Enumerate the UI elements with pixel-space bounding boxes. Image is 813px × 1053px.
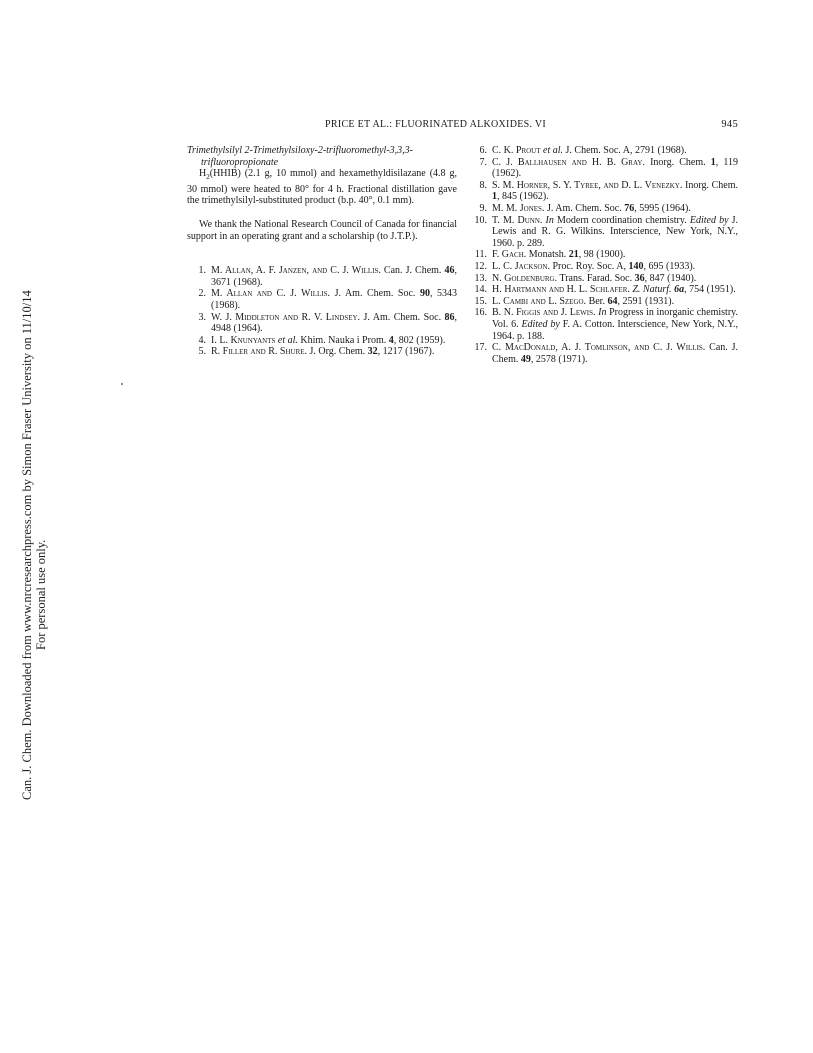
reference-edited-by: Edited by <box>521 318 560 330</box>
running-header <box>325 119 738 133</box>
reference-source: Progress in inorganic chemistry. Vol. 6. <box>492 307 739 330</box>
reference-source: Can. J. Chem. <box>383 265 442 277</box>
reference-etal: et al. <box>277 334 298 346</box>
right-column <box>468 145 738 365</box>
reference-number: 15. <box>474 295 487 307</box>
reference-authors: W. J. Middleton and R. V. Lindsey. <box>211 311 361 323</box>
reference-volume: 49 <box>520 353 531 365</box>
reference-in: In <box>545 214 554 226</box>
reference-authors: M. Allan and C. J. Willis. <box>211 288 331 300</box>
reference-pages: , 2591 (1931). <box>617 295 675 307</box>
left-column <box>187 145 457 358</box>
h2-subscript: 2 <box>206 173 210 182</box>
reference-volume: 46 <box>444 265 455 277</box>
scan-speck <box>121 383 123 385</box>
reference-item <box>468 342 738 365</box>
reference-source: J. Org. Chem. <box>309 346 366 358</box>
reference-authors: F. Gach. <box>492 249 527 261</box>
reference-number: 3. <box>198 311 206 323</box>
section-heading: Trimethylsilyl 2-Trimethylsiloxy-2-trifluoromethyl-3,3,3-trifluoropropionate <box>187 145 413 168</box>
reference-authors: T. M. Dunn. <box>492 214 543 226</box>
reference-number: 10. <box>474 214 487 226</box>
reference-number: 16. <box>474 307 487 319</box>
reference-in: In <box>598 307 607 319</box>
reference-number: 2. <box>198 288 206 300</box>
reference-authors: C. K. Prout <box>492 145 541 156</box>
reference-pages: , 119 (1962). <box>492 156 738 180</box>
reference-item <box>468 203 738 215</box>
reference-pages: , 98 (1900). <box>578 249 626 261</box>
reference-item <box>187 335 457 347</box>
reference-volume: 4 <box>388 334 394 346</box>
reference-source: Can. J. Chem. <box>492 342 739 365</box>
reference-pages: F. A. Cotton. Interscience, New York, N.Y., 1964. p. 188. <box>492 318 739 342</box>
reference-volume: 6a <box>674 284 685 296</box>
reference-source: Trans. Farad. Soc. <box>559 272 633 284</box>
reference-edited-by: Edited by <box>689 214 729 226</box>
reference-volume: 21 <box>568 249 579 261</box>
reference-pages: 2791 (1968). <box>632 145 687 156</box>
reference-number: 9. <box>479 202 487 214</box>
reference-authors: C. MacDonald, A. J. Tomlinson, and C. J. Willis. <box>492 342 706 354</box>
reference-authors: H. Hartmann and H. L. Schlafer. <box>492 284 630 296</box>
reference-item <box>187 346 457 358</box>
reference-authors: C. J. Ballhausen and H. B. Gray. <box>492 156 645 168</box>
reference-number: 17. <box>474 342 487 354</box>
reference-pages: , 1217 (1967). <box>377 346 435 358</box>
reference-number: 6. <box>479 145 487 156</box>
reference-number: 11. <box>474 249 487 261</box>
reference-pages: , 695 (1933). <box>643 260 696 272</box>
reference-item <box>187 288 457 311</box>
reference-source: Inorg. Chem. <box>685 179 738 191</box>
reference-pages: , 3671 (1968). <box>211 265 457 288</box>
reference-source: Inorg. Chem. <box>650 156 706 168</box>
procedure-paragraph <box>187 168 457 207</box>
reference-volume: 36 <box>634 272 645 284</box>
reference-etal: et al. <box>543 145 564 156</box>
reference-item <box>468 157 738 180</box>
reference-pages: J. Lewis and R. G. Wilkins. Interscience, New York, N.Y., 1960. p. 289. <box>492 214 739 249</box>
reference-authors: L. C. Jackson. <box>492 260 550 272</box>
reference-number: 12. <box>474 260 487 272</box>
reference-pages: , 847 (1940). <box>644 272 697 284</box>
reference-authors: B. N. Figgis and J. Lewis. <box>492 307 596 319</box>
reference-source: Monatsh. <box>528 249 567 261</box>
reference-authors: N. Goldenburg. <box>492 272 558 284</box>
reference-list-left <box>187 265 457 358</box>
reference-item <box>468 307 738 342</box>
acknowledgment-paragraph: We thank the National Research Council of Canada for financial support in an operating grant and a scholarship (to J.T.P.). <box>187 218 457 242</box>
reference-source: J. Am. Chem. Soc. <box>546 202 622 214</box>
reference-volume: 76 <box>624 202 635 214</box>
reference-volume: 90 <box>419 288 430 300</box>
reference-source: J. Am. Chem. Soc. <box>363 311 442 323</box>
reference-list-right <box>468 145 738 365</box>
reference-item <box>187 312 457 335</box>
reference-number: 13. <box>474 272 487 284</box>
reference-number: 5. <box>198 346 206 358</box>
reference-source: Proc. Roy. Soc. A, <box>552 260 626 272</box>
reference-item <box>187 265 457 288</box>
reference-source: Modern coordination chemistry. <box>556 214 687 226</box>
reference-item <box>468 145 738 157</box>
reference-volume: 64 <box>607 295 618 307</box>
reference-authors: M. M. Jones. <box>492 202 545 214</box>
reference-pages: , 2578 (1971). <box>530 353 588 365</box>
reference-item <box>468 249 738 261</box>
reference-source: Ber. <box>588 295 605 307</box>
reference-item <box>468 215 738 250</box>
reference-pages: , 4948 (1964). <box>211 311 458 335</box>
reference-source: Khim. Nauka i Prom. <box>300 334 387 346</box>
watermark-line-2: For personal use only. <box>34 539 48 650</box>
procedure-text: (HHIB) (2.1 g, 10 mmol) and hexamethyldisilazane (4.8 g, 30 mmol) were heated to 80° for 4 h. Fractional distillation gave the trimethylsilyl-substituted product (b.p. 40°, 0.1 mm). <box>187 168 457 207</box>
reference-item <box>468 273 738 285</box>
reference-pages: , 754 (1951). <box>684 284 736 296</box>
reference-volume: 86 <box>444 311 455 323</box>
reference-authors: M. Allan, A. F. Janzen, and C. J. Willis. <box>211 265 381 277</box>
reference-authors: R. Filler and R. Shure. <box>211 346 308 358</box>
reference-item <box>468 284 738 296</box>
download-watermark-sidebar <box>0 0 48 1053</box>
reference-item <box>468 180 738 203</box>
reference-number: 7. <box>479 156 487 168</box>
reference-authors: I. L. Knunyants <box>211 334 276 346</box>
reference-item <box>468 261 738 273</box>
running-title: PRICE ET AL.: FLUORINATED ALKOXIDES. VI <box>325 119 547 130</box>
reference-volume: 1 <box>710 156 716 168</box>
reference-number: 4. <box>198 334 206 346</box>
reference-pages: , 845 (1962). <box>497 191 549 203</box>
reference-authors: S. M. Horner, S. Y. Tyree, and D. L. Venezky. <box>492 179 683 191</box>
reference-volume: 32 <box>367 346 378 358</box>
download-watermark-text <box>20 240 48 800</box>
watermark-line-1: Can. J. Chem. Downloaded from www.nrcresearchpress.com by Simon Fraser University on 11/10/14 <box>20 290 34 800</box>
page-number: 945 <box>721 119 738 130</box>
reference-pages: , 5995 (1964). <box>634 202 691 214</box>
reference-pages: , 5343 (1968). <box>211 288 458 311</box>
reference-source: J. Chem. Soc. A, <box>565 145 633 156</box>
h2-symbol: H <box>199 168 207 180</box>
reference-number: 8. <box>479 179 487 191</box>
reference-volume: 140 <box>628 260 644 272</box>
reference-source: Z. Naturf. <box>632 284 672 296</box>
reference-number: 1. <box>198 265 206 277</box>
reference-source: J. Am. Chem. Soc. <box>334 288 416 300</box>
reference-item <box>468 296 738 308</box>
reference-number: 14. <box>474 284 487 296</box>
reference-authors: L. Cambi and L. Szego. <box>492 295 587 307</box>
reference-pages: , 802 (1959). <box>393 334 446 346</box>
reference-volume: 1 <box>492 191 497 203</box>
